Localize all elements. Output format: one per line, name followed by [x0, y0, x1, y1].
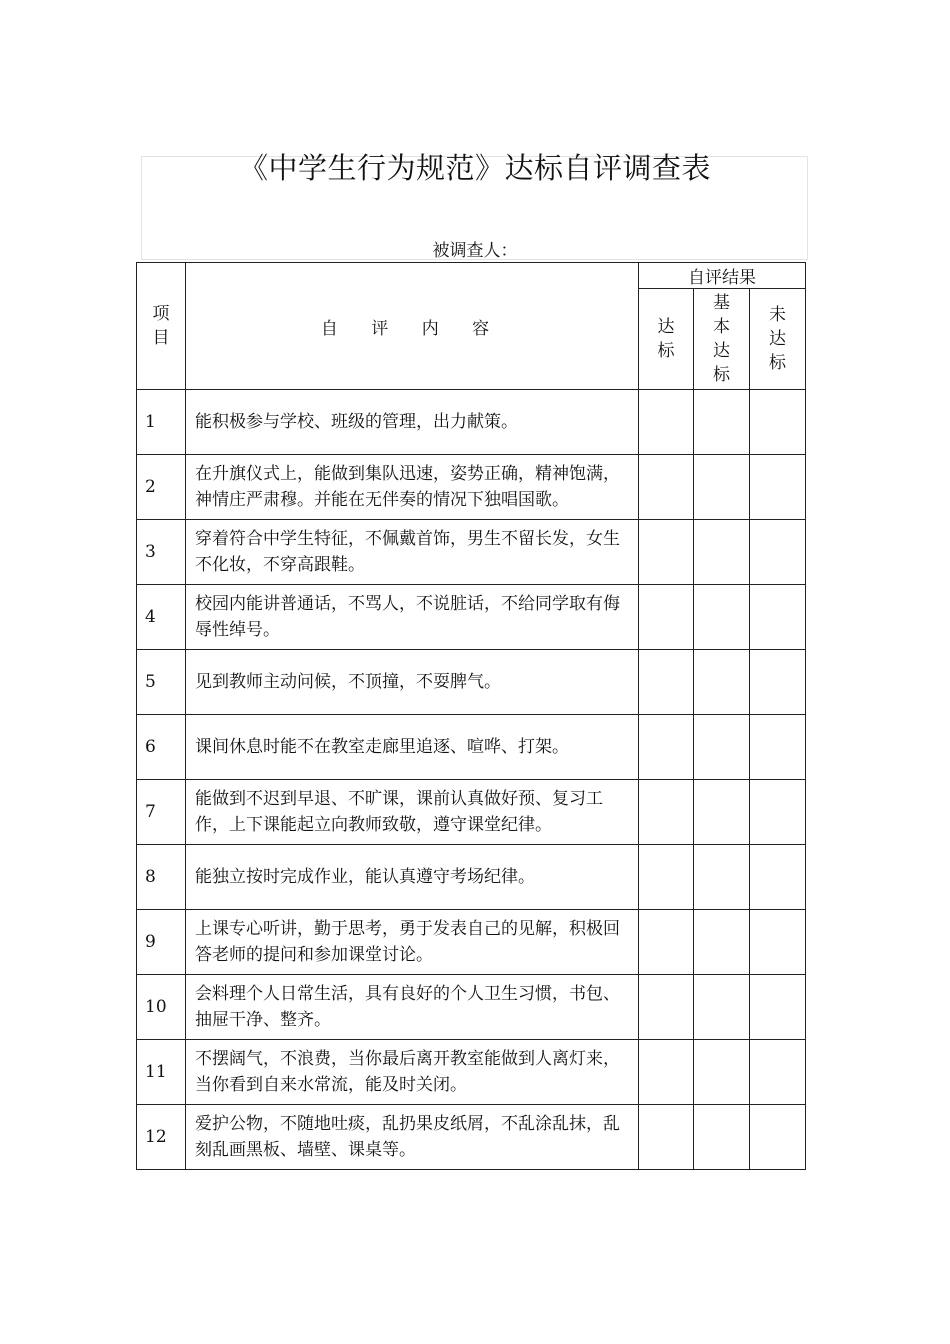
- content-header-label: 自 评 内 容: [320, 318, 504, 339]
- row-number: 5: [137, 650, 186, 715]
- checkbox-cell-basic[interactable]: [694, 585, 750, 650]
- checkbox-cell-fail[interactable]: [750, 520, 806, 585]
- checkbox-cell-basic[interactable]: [694, 390, 750, 455]
- row-content: 校园内能讲普通话，不骂人，不说脏话，不给同学取有侮辱性绰号。: [186, 585, 639, 650]
- checkbox-cell-pass[interactable]: [639, 520, 694, 585]
- checkbox-cell-pass[interactable]: [639, 650, 694, 715]
- table-row: [137, 455, 806, 520]
- document-title: 《中学生行为规范》达标自评调查表: [238, 151, 711, 185]
- item-header: [137, 263, 186, 390]
- row-content: 会料理个人日常生活，具有良好的个人卫生习惯，书包、抽屉干净、整齐。: [186, 975, 639, 1040]
- content-header: [186, 263, 639, 390]
- survey-rows: [137, 390, 806, 1170]
- checkbox-cell-basic[interactable]: [694, 975, 750, 1040]
- checkbox-cell-pass[interactable]: [639, 455, 694, 520]
- row-number: 3: [137, 520, 186, 585]
- checkbox-cell-basic[interactable]: [694, 1040, 750, 1105]
- row-content: 爱护公物，不随地吐痰，乱扔果皮纸屑，不乱涂乱抹，乱刻乱画黑板、墙壁、课桌等。: [186, 1105, 639, 1170]
- result-group-header: [639, 263, 806, 289]
- row-content: 能积极参与学校、班级的管理，出力献策。: [186, 390, 639, 455]
- result-basic-label: 基本达标: [713, 293, 730, 385]
- table-row: [137, 910, 806, 975]
- table-row: [137, 520, 806, 585]
- checkbox-cell-pass[interactable]: [639, 910, 694, 975]
- respondent-label: 被调查人：: [432, 241, 518, 261]
- checkbox-cell-pass[interactable]: [639, 715, 694, 780]
- row-content: 不摆阔气，不浪费，当你最后离开教室能做到人离灯来，当你看到自来水常流，能及时关闭。: [186, 1040, 639, 1105]
- checkbox-cell-pass[interactable]: [639, 1040, 694, 1105]
- checkbox-cell-basic[interactable]: [694, 845, 750, 910]
- checkbox-cell-basic[interactable]: [694, 780, 750, 845]
- checkbox-cell-fail[interactable]: [750, 910, 806, 975]
- row-content: 穿着符合中学生特征，不佩戴首饰，男生不留长发，女生不化妆，不穿高跟鞋。: [186, 520, 639, 585]
- survey-table: [136, 262, 806, 1170]
- row-content: 见到教师主动问候，不顶撞，不耍脾气。: [186, 650, 639, 715]
- table-row: [137, 390, 806, 455]
- checkbox-cell-pass[interactable]: [639, 390, 694, 455]
- checkbox-cell-fail[interactable]: [750, 780, 806, 845]
- row-number: 6: [137, 715, 186, 780]
- row-number: 11: [137, 1040, 186, 1105]
- checkbox-cell-fail[interactable]: [750, 715, 806, 780]
- checkbox-cell-fail[interactable]: [750, 390, 806, 455]
- table-row: [137, 650, 806, 715]
- result-header-pass: [639, 289, 694, 390]
- table-row: [137, 585, 806, 650]
- result-pass-label: 达标: [657, 317, 675, 361]
- table-row: [137, 780, 806, 845]
- table-row: [137, 1040, 806, 1105]
- row-number: 7: [137, 780, 186, 845]
- checkbox-cell-basic[interactable]: [694, 455, 750, 520]
- result-header-basic: [694, 289, 750, 390]
- checkbox-cell-basic[interactable]: [694, 520, 750, 585]
- row-number: 2: [137, 455, 186, 520]
- checkbox-cell-pass[interactable]: [639, 975, 694, 1040]
- row-number: 4: [137, 585, 186, 650]
- checkbox-cell-pass[interactable]: [639, 585, 694, 650]
- checkbox-cell-fail[interactable]: [750, 1105, 806, 1170]
- row-content: 课间休息时能不在教室走廊里追逐、喧哗、打架。: [186, 715, 639, 780]
- row-number: 10: [137, 975, 186, 1040]
- row-number: 8: [137, 845, 186, 910]
- header-row-top: [137, 263, 806, 289]
- table-row: [137, 975, 806, 1040]
- row-content: 能做到不迟到早退、不旷课，课前认真做好预、复习工作，上下课能起立向教师致敬，遵守课堂纪律。: [186, 780, 639, 845]
- row-content: 上课专心听讲，勤于思考，勇于发表自己的见解，积极回答老师的提问和参加课堂讨论。: [186, 910, 639, 975]
- checkbox-cell-basic[interactable]: [694, 1105, 750, 1170]
- checkbox-cell-fail[interactable]: [750, 455, 806, 520]
- row-content: 能独立按时完成作业，能认真遵守考场纪律。: [186, 845, 639, 910]
- checkbox-cell-fail[interactable]: [750, 585, 806, 650]
- table-row: [137, 715, 806, 780]
- checkbox-cell-basic[interactable]: [694, 910, 750, 975]
- row-content: 在升旗仪式上，能做到集队迅速，姿势正确，精神饱满，神情庄严肃穆。并能在无伴奏的情况下独唱国歌。: [186, 455, 639, 520]
- checkbox-cell-pass[interactable]: [639, 845, 694, 910]
- item-header-label: 项目: [152, 304, 170, 348]
- checkbox-cell-pass[interactable]: [639, 1105, 694, 1170]
- checkbox-cell-fail[interactable]: [750, 845, 806, 910]
- table-row: [137, 1105, 806, 1170]
- result-group-label: 自评结果: [688, 268, 756, 288]
- row-number: 12: [137, 1105, 186, 1170]
- checkbox-cell-basic[interactable]: [694, 715, 750, 780]
- result-fail-label: 未达标: [769, 305, 786, 373]
- checkbox-cell-pass[interactable]: [639, 780, 694, 845]
- row-number: 1: [137, 390, 186, 455]
- checkbox-cell-fail[interactable]: [750, 650, 806, 715]
- checkbox-cell-fail[interactable]: [750, 1040, 806, 1105]
- checkbox-cell-basic[interactable]: [694, 650, 750, 715]
- checkbox-cell-fail[interactable]: [750, 975, 806, 1040]
- row-number: 9: [137, 910, 186, 975]
- result-header-fail: [750, 289, 806, 390]
- table-row: [137, 845, 806, 910]
